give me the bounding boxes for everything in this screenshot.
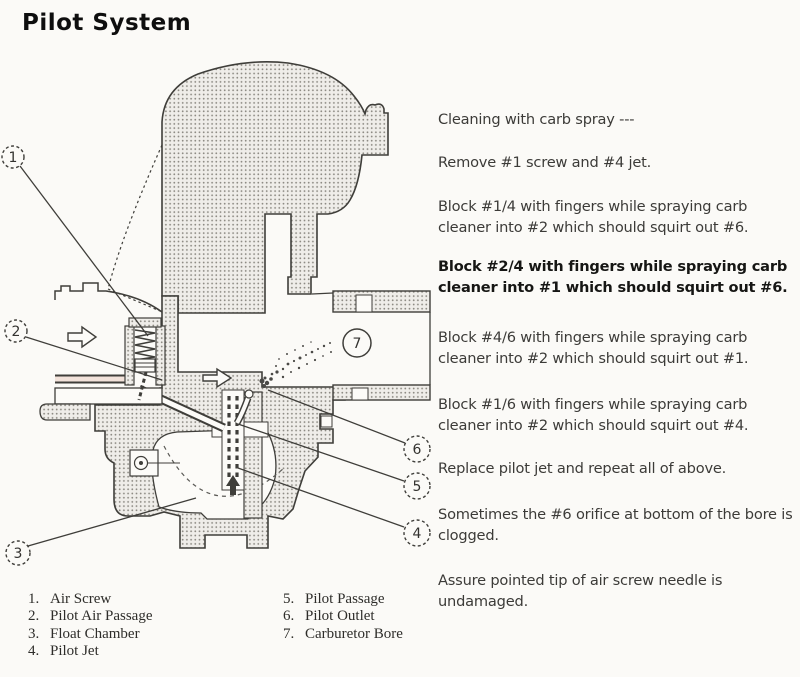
instruction-step-emphasized: Block #2/4 with fingers while spraying carb cleaner into #1 which should squirt out #6. (438, 258, 788, 296)
legend-label: Float Chamber (50, 625, 140, 642)
legend-label: Carburetor Bore (305, 625, 403, 642)
page-title: Pilot System (22, 10, 192, 36)
legend-label: Pilot Air Passage (50, 608, 153, 625)
legend-item (28, 626, 153, 643)
slide-cable-dotted-line (108, 145, 162, 289)
legend-number: 4. (28, 643, 40, 660)
callout-1 (2, 146, 24, 168)
left-pipe-band (55, 388, 162, 404)
instruction-step: Cleaning with carb spray --- (438, 111, 635, 128)
svg-text:5: 5 (412, 479, 422, 495)
legend-column-right (283, 591, 403, 643)
callout-5 (404, 473, 430, 499)
legend-label: Pilot Outlet (305, 608, 375, 625)
legend-label: Air Screw (50, 591, 112, 607)
legend-number: 6. (283, 608, 295, 625)
instruction-step: Block #4/6 with fingers while spraying carb cleaner into #2 which should squirt out #1. (438, 329, 749, 367)
instruction-step: Block #1/6 with fingers while spraying carb cleaner into #2 which should squirt out #4. (438, 396, 749, 434)
legend-item (283, 608, 403, 625)
callout-3 (6, 541, 30, 565)
left-pipe-flange (40, 404, 90, 420)
bore-flange-top-notch (356, 295, 372, 312)
legend-number: 5. (283, 591, 295, 607)
instruction-step: Remove #1 screw and #4 jet. (438, 154, 652, 171)
bore-top-edge (312, 293, 333, 294)
legend-item (28, 643, 153, 660)
instruction-step: Assure pointed tip of air screw needle is undamaged. (438, 572, 723, 610)
spray-dots (260, 341, 333, 388)
svg-text:6: 6 (412, 442, 422, 458)
instruction-step: Sometimes the #6 orifice at bottom of the bore is clogged. (438, 506, 793, 544)
mount-notch (321, 416, 332, 427)
carburetor-diagram (0, 50, 440, 595)
legend-number: 2. (28, 608, 40, 625)
callout-7 (343, 329, 371, 357)
legend-number: 1. (28, 591, 40, 607)
instruction-step: Replace pilot jet and repeat all of above. (438, 460, 727, 477)
svg-text:2: 2 (11, 324, 21, 340)
callout-4 (404, 520, 430, 546)
svg-text:1: 1 (8, 150, 18, 166)
legend-item (283, 591, 403, 608)
bore-flange-top (333, 291, 430, 312)
legend-number: 3. (28, 625, 40, 642)
pilot-outlet-port (245, 390, 253, 398)
air-screw-body (135, 359, 155, 372)
leader-line-1 (20, 166, 148, 336)
svg-text:4: 4 (412, 526, 422, 542)
carburetor-cross-section (0, 50, 440, 595)
legend-column-left (28, 591, 153, 661)
carb-top-body (162, 62, 388, 313)
legend-item (28, 591, 153, 608)
legend-item (283, 626, 403, 643)
legend-label: Pilot Passage (305, 591, 385, 607)
inlet-top-wall (55, 283, 162, 312)
legend-label: Pilot Jet (50, 643, 99, 660)
leader-line-3 (28, 498, 196, 546)
svg-text:7: 7 (352, 336, 362, 352)
callout-6 (404, 436, 430, 462)
bore-flange-bottom-notch (352, 388, 368, 400)
svg-text:3: 3 (13, 546, 23, 562)
bore-flange-bottom (333, 385, 430, 400)
instruction-step: Block #1/4 with fingers while spraying carb cleaner into #2 which should squirt out #6. (438, 198, 749, 236)
legend-item (28, 608, 153, 625)
legend-number: 7. (283, 625, 295, 642)
airflow-arrow-inlet-icon (68, 327, 96, 347)
callout-2 (5, 320, 27, 342)
